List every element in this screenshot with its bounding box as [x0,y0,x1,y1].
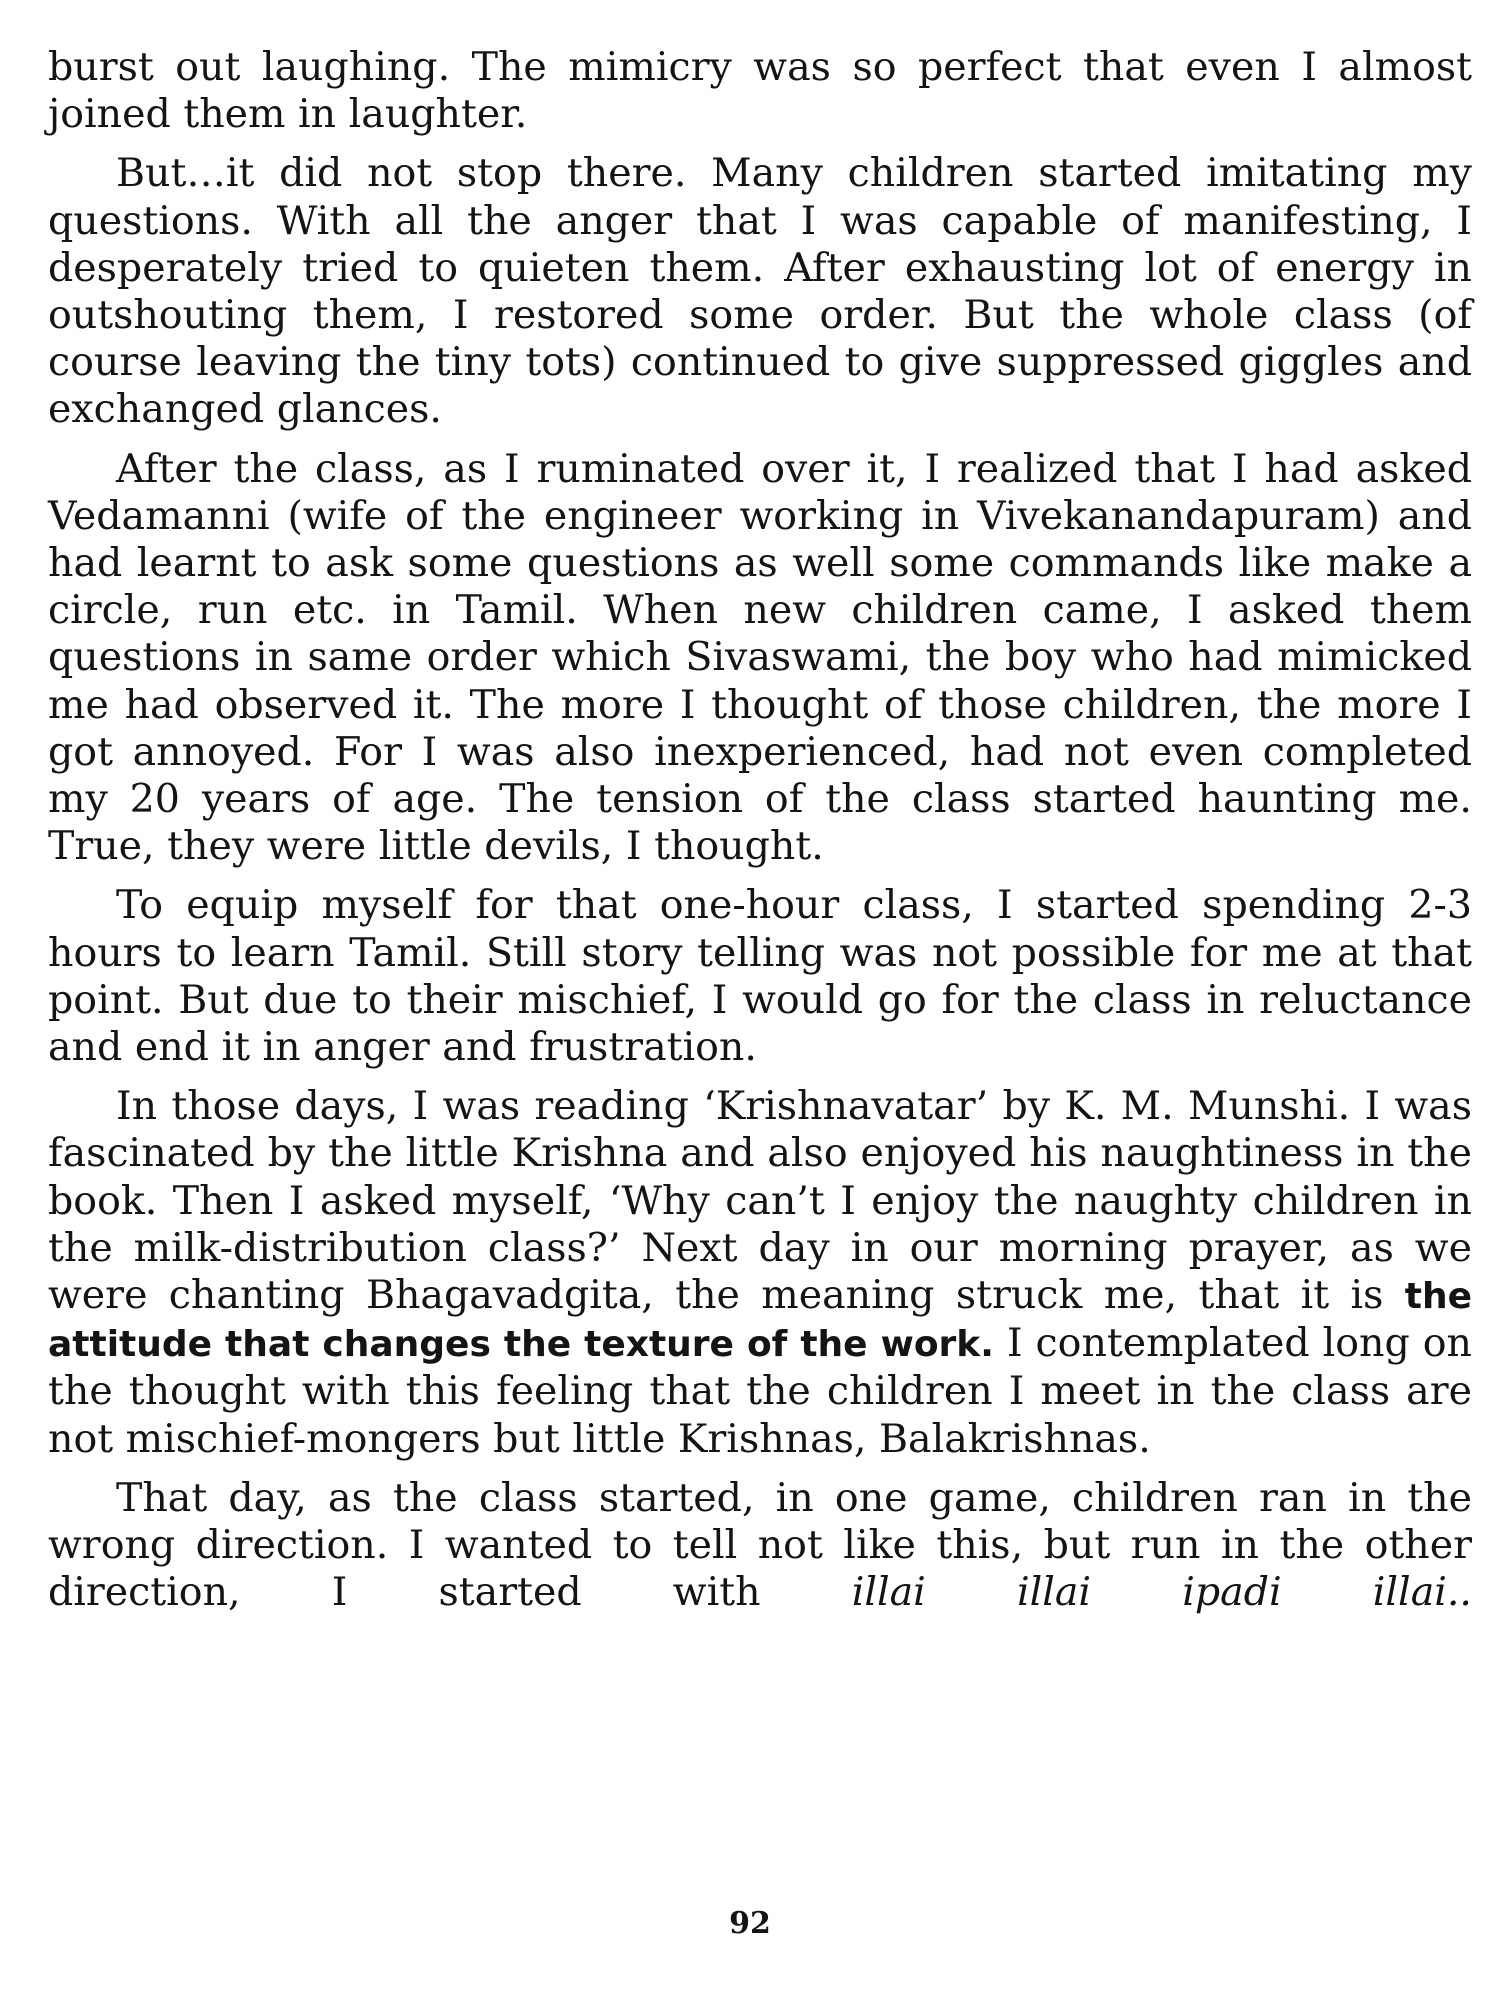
paragraph-4: To equip myself for that one-hour class, I started spending 2-3 hours to learn Tamil. Still story telling was not possible for me at that point. But due to their mischief, I would go for the class in reluctance and end it in anger and frustration. [48,882,1472,1071]
paragraph-1: burst out laughing. The mimicry was so perfect that even I almost joined them in laughter. [48,44,1472,138]
book-page [48,44,1472,1629]
paragraph-2: But…it did not stop there. Many children started imitating my questions. With all the anger that I was capable of manifesting, I desperately tried to quieten them. After exhausting lot of energy in outshouting them, I restored some order. But the whole class (of course leaving the tiny tots) continued to give suppressed giggles and exchanged glances. [48,150,1472,433]
paragraph-6 [48,1475,1472,1617]
paragraph-3: After the class, as I ruminated over it, I realized that I had asked Vedamanni (wife of the engineer working in Vivekanandapuram) and had learnt to ask some questions as well some commands like make a circle, run etc. in Tamil. When new children came, I asked them questions in same order which Sivaswami, the boy who had mimicked me had observed it. The more I thought of those children, the more I got annoyed. For I was also inexperienced, had not even completed my 20 years of age. The tension of the class started haunting me. True, they were little devils, I thought. [48,445,1472,870]
paragraph-5-bold-phrase: the attitude that changes the texture of the work. [48,1276,1472,1366]
paragraph-6-italic-phrase: illai illai ipadi illai.. [851,1569,1472,1616]
paragraph-5-text-end: I contemplated long on the thought with this feeling that the children I meet in the class are not mischief-mongers but little Krishnas, Balakrishnas. [48,1320,1472,1462]
paragraph-5-text-start: In those days, I was reading ‘Krishnavatar’ by K. M. Munshi. I was fascinated by the little Krishna and also enjoyed his naughtiness in the book. Then I asked myself, ‘Why can’t I enjoy the naughty children in the milk-distribution class?’ Next day in our morning prayer, as we were chanting Bhagavadgita, the meaning struck me, that it is [48,1083,1472,1319]
page-number: 92 [729,1906,771,1941]
paragraph-6-text: That day, as the class started, in one game, children ran in the wrong direction. I wanted to tell not like this, but run in the other direction, I started with [48,1474,1472,1616]
paragraph-5 [48,1083,1472,1463]
